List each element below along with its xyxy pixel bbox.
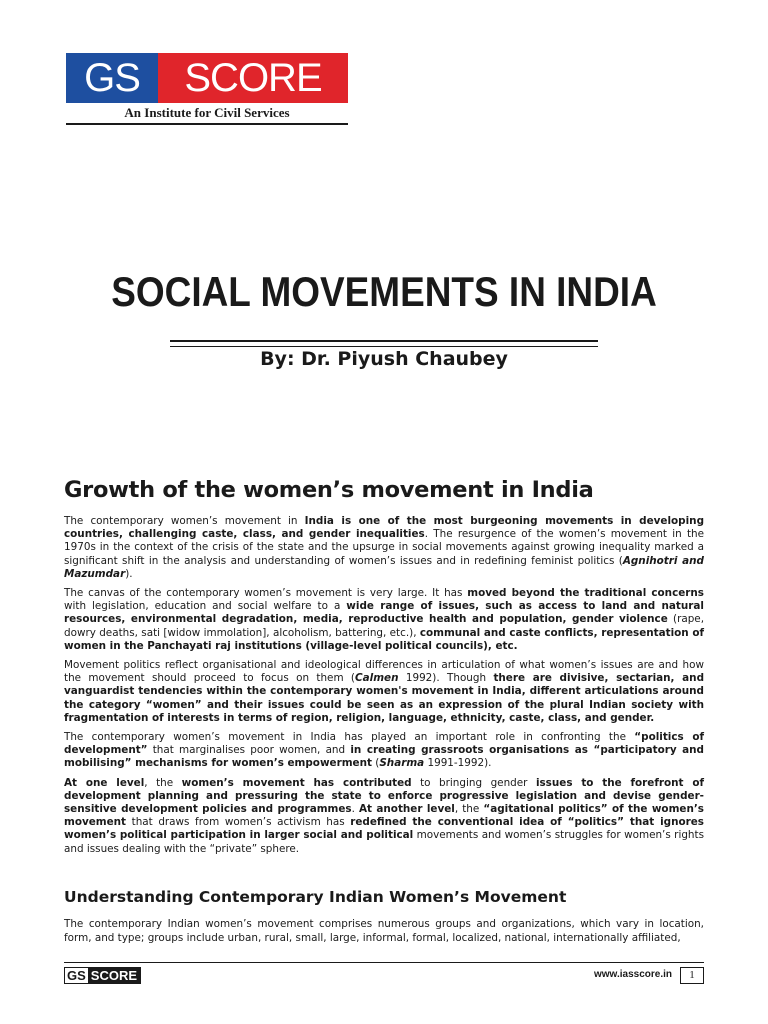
paragraph-3: Movement politics reflect organisational and ideological differences in articulation of what women’s issues are and how the movement should proceed to focus on them (Calmen 1992). Though there are divisive, sectarian, and vanguardist tendencies within the contemporary women's movement in India, different articulations around the category “women” and their issues could be seen as an expression of the plural Indian society with fragmentation of interests in terms of region, religion, language, ethnicity, caste, class, and gender. — [64, 659, 705, 724]
gsscore-logo — [66, 53, 348, 125]
title-divider — [170, 340, 598, 347]
section-heading: Growth of the women’s movement in India — [64, 477, 594, 503]
paragraph-6: The contemporary Indian women’s movement comprises numerous groups and organizations, which vary in location, form, and type; groups include urban, rural, small, large, informal, formal, localized, national, internationally affiliated, — [64, 918, 704, 944]
paragraph-4: The contemporary women’s movement in India has played an important role in confronting the “politics of development” that marginalises poor women, and in creating grassroots organisations as “participatory and mobilising” mechanisms for women’s empowerment (Sharma 1991-1992). — [64, 731, 704, 770]
logo-wordmark — [66, 53, 348, 103]
footer-url[interactable]: www.iasscore.in — [594, 969, 672, 980]
logo-score: SCORE — [158, 53, 348, 103]
body-text — [64, 515, 704, 862]
footer-logo-score: SCORE — [88, 968, 140, 983]
logo-gs: GS — [66, 53, 158, 103]
document-title: SOCIAL MOVEMENTS IN INDIA — [111, 268, 657, 315]
paragraph-2: The canvas of the contemporary women’s movement is very large. It has moved beyond the traditional concerns with legislation, education and social welfare to a wide range of issues, such as access to land and natural resources, environmental degradation, media, reproductive health and population, gender violence (rape, dowry deaths, sati [widow immolation], alcoholism, battering, etc.), communal and caste conflicts, representation of women in the Panchayati raj institutions (village-level political councils), etc. — [64, 587, 704, 652]
logo-tagline: An Institute for Civil Services — [66, 103, 348, 125]
subheading: Understanding Contemporary Indian Women’s Movement — [64, 888, 567, 906]
footer-logo — [64, 967, 141, 984]
footer-logo-gs: GS — [67, 968, 86, 983]
page-footer — [64, 962, 704, 983]
paragraph-5: At one level, the women’s movement has contributed to bringing gender issues to the forefront of development planning and pressuring the state to enforce progressive legislation and devise gender-sensitive development policies and programmes. At another level, the “agitational politics” of the women’s movement that draws from women’s activism has redefined the conventional idea of “politics” that ignores women’s political participation in larger social and political movements and women’s struggles for women’s rights and issues dealing with the “private” sphere. — [64, 776, 705, 855]
author-line: By: Dr. Piyush Chaubey — [260, 348, 508, 370]
paragraph-1: The contemporary women’s movement in India is one of the most burgeoning movements in developing countries, challenging caste, class, and gender inequalities. The resurgence of the women’s movement in the 1970s in the context of the crisis of the state and the upsurge in social movements against growing inequality marked a significant shift in the analysis and understanding of women’s issues and in redefining feminist politics (Agnihotri and Mazumdar). — [64, 515, 705, 580]
page-number: 1 — [680, 967, 704, 984]
